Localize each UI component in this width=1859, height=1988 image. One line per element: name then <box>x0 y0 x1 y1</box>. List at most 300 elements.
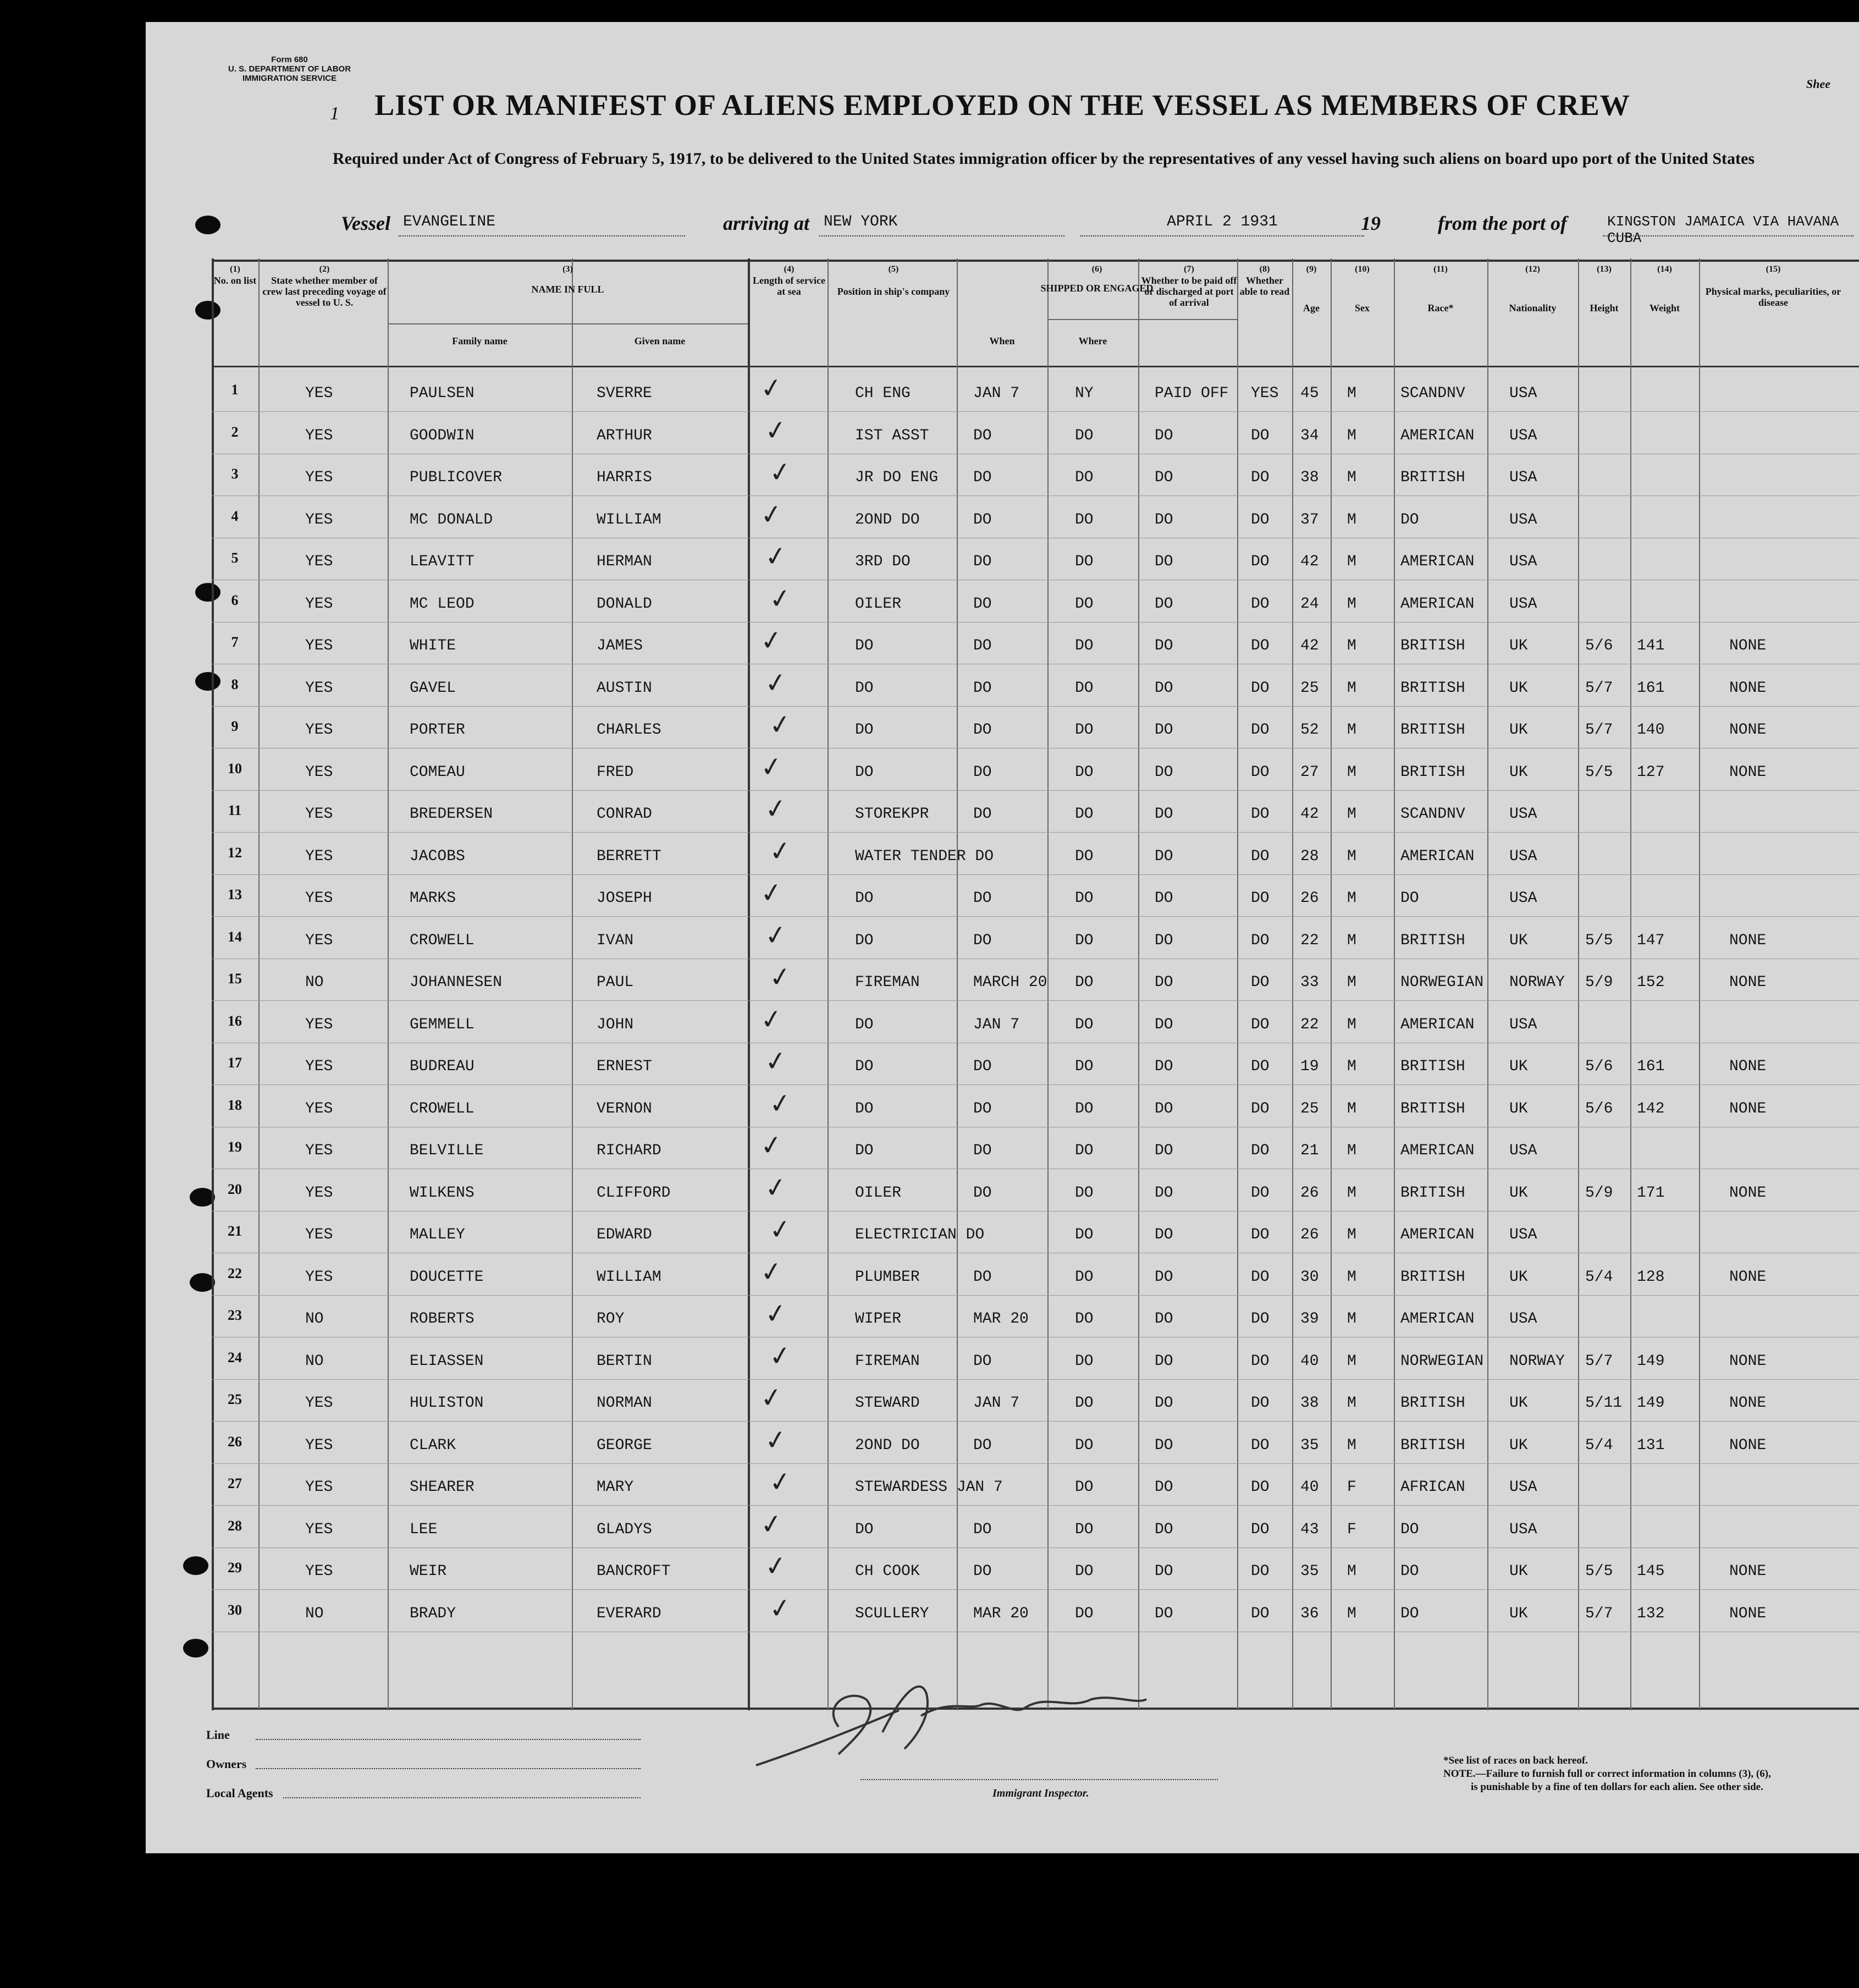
race-cell: DO <box>1400 1521 1419 1538</box>
family-name-cell: MARKS <box>410 890 456 907</box>
paid-off-cell: DO <box>1155 1563 1173 1580</box>
able-to-read-cell: DO <box>1251 1142 1270 1159</box>
nationality-cell: NORWAY <box>1509 1352 1565 1370</box>
owners-field <box>256 1768 641 1769</box>
given-name-cell: NORMAN <box>597 1395 652 1412</box>
paid-off-cell: DO <box>1155 847 1173 865</box>
family-name-cell: WEIR <box>410 1563 447 1580</box>
family-name-cell: WILKENS <box>410 1184 475 1202</box>
row-number: 29 <box>228 1560 242 1576</box>
shipped-when-cell: DO <box>973 679 992 697</box>
position-cell: OILER <box>855 1184 902 1202</box>
position-cell: DO <box>855 1521 874 1538</box>
height-cell: 5/11 <box>1585 1395 1623 1412</box>
given-name-cell: FRED <box>597 763 634 781</box>
race-cell: BRITISH <box>1400 637 1465 654</box>
given-name-cell: ROY <box>597 1310 625 1328</box>
previous-voyage-cell: YES <box>305 890 333 907</box>
paid-off-cell: DO <box>1155 1142 1173 1159</box>
binder-hole <box>183 1639 208 1657</box>
given-name-cell: IVAN <box>597 932 634 949</box>
shipped-where-cell: DO <box>1075 1226 1094 1243</box>
position-cell: FIREMAN <box>855 1352 920 1370</box>
paid-off-cell: DO <box>1155 1226 1173 1243</box>
able-to-read-cell: DO <box>1251 974 1270 991</box>
nationality-cell: UK <box>1509 1563 1528 1580</box>
nationality-cell: USA <box>1509 553 1537 570</box>
sex-cell: M <box>1347 1436 1356 1454</box>
paid-off-cell: DO <box>1155 1521 1173 1538</box>
previous-voyage-cell: YES <box>305 511 333 528</box>
sex-cell: M <box>1347 1142 1356 1159</box>
family-name-cell: PORTER <box>410 722 465 739</box>
sex-cell: M <box>1347 1395 1356 1412</box>
previous-voyage-cell: YES <box>305 1100 333 1117</box>
checkmark-icon: ✓ <box>763 1297 789 1331</box>
family-name-cell: HULISTON <box>410 1395 484 1412</box>
given-name-cell: RICHARD <box>597 1142 661 1159</box>
checkmark-icon: ✓ <box>758 497 785 532</box>
table-header-border <box>212 366 1859 367</box>
checkmark-icon: ✓ <box>763 1170 789 1205</box>
header-col-15: (15) Physical marks, peculiarities, or disease <box>1705 265 1841 308</box>
race-cell: BRITISH <box>1400 1395 1465 1412</box>
family-name-cell: GOODWIN <box>410 427 475 444</box>
shipped-where-cell: DO <box>1075 974 1094 991</box>
position-cell: DO <box>855 890 874 907</box>
height-cell: 5/9 <box>1585 1184 1613 1202</box>
checkmark-icon: ✓ <box>767 708 793 742</box>
sex-cell: M <box>1347 595 1356 613</box>
position-cell: DO <box>855 1142 874 1159</box>
able-to-read-cell: DO <box>1251 1310 1270 1328</box>
previous-voyage-cell: YES <box>305 1058 333 1075</box>
family-name-cell: LEE <box>410 1521 438 1538</box>
position-cell: DO <box>855 1016 874 1033</box>
able-to-read-cell: DO <box>1251 722 1270 739</box>
physical-marks-cell: NONE <box>1729 1100 1767 1117</box>
weight-cell: 152 <box>1637 974 1665 991</box>
physical-marks-cell: NONE <box>1729 1352 1767 1370</box>
previous-voyage-cell: YES <box>305 1184 333 1202</box>
previous-voyage-cell: NO <box>305 1352 324 1370</box>
row-number: 16 <box>228 1012 242 1029</box>
given-name-cell: WILLIAM <box>597 1268 661 1286</box>
shipped-where-cell: DO <box>1075 637 1094 654</box>
position-cell: WATER TENDER DO <box>855 847 994 865</box>
shipped-when-cell: DO <box>973 511 992 528</box>
row-number: 20 <box>228 1181 242 1197</box>
weight-cell: 141 <box>1637 637 1665 654</box>
race-cell: BRITISH <box>1400 722 1465 739</box>
shipped-when-cell: DO <box>973 1563 992 1580</box>
race-cell: BRITISH <box>1400 763 1465 781</box>
given-name-cell: VERNON <box>597 1100 652 1117</box>
checkmark-icon: ✓ <box>758 1128 785 1163</box>
shipped-where-cell: DO <box>1075 1142 1094 1159</box>
able-to-read-cell: DO <box>1251 679 1270 697</box>
age-cell: 22 <box>1300 1016 1319 1033</box>
age-cell: 42 <box>1300 806 1319 823</box>
checkmark-icon: ✓ <box>763 1549 789 1583</box>
age-cell: 37 <box>1300 511 1319 528</box>
given-name-cell: BERTIN <box>597 1352 652 1370</box>
position-cell: PLUMBER <box>855 1268 920 1286</box>
vessel-label: Vessel <box>341 212 390 234</box>
height-cell: 5/7 <box>1585 679 1613 697</box>
weight-cell: 127 <box>1637 763 1665 781</box>
age-cell: 33 <box>1300 974 1319 991</box>
able-to-read-cell: DO <box>1251 1100 1270 1117</box>
physical-marks-cell: NONE <box>1729 1268 1767 1286</box>
header-col-10: (10) Sex <box>1355 265 1370 313</box>
shipped-when-cell: DO <box>973 1142 992 1159</box>
able-to-read-cell: DO <box>1251 1268 1270 1286</box>
age-cell: 34 <box>1300 427 1319 444</box>
previous-voyage-cell: YES <box>305 847 333 865</box>
age-cell: 38 <box>1300 469 1319 486</box>
previous-voyage-cell: YES <box>305 1436 333 1454</box>
checkmark-icon: ✓ <box>767 1086 793 1121</box>
age-cell: 38 <box>1300 1395 1319 1412</box>
position-cell: STEWARD <box>855 1395 920 1412</box>
paid-off-cell: DO <box>1155 1058 1173 1075</box>
row-number: 28 <box>228 1517 242 1534</box>
paid-off-cell: DO <box>1155 1268 1173 1286</box>
height-cell: 5/5 <box>1585 932 1613 949</box>
row-number: 19 <box>228 1139 242 1155</box>
column-divider <box>1138 319 1139 1708</box>
race-cell: DO <box>1400 1605 1419 1622</box>
header-col-13: (13) Height <box>1590 265 1619 313</box>
paid-off-cell: DO <box>1155 1100 1173 1117</box>
column-divider <box>1699 258 1700 1710</box>
weight-cell: 161 <box>1637 1058 1665 1075</box>
position-cell: JR DO ENG <box>855 469 939 486</box>
sex-cell: M <box>1347 469 1356 486</box>
row-number: 14 <box>228 928 242 945</box>
from-port-label: from the port of <box>1438 212 1568 234</box>
row-rule <box>212 1295 1859 1296</box>
checkmark-icon: ✓ <box>767 960 793 994</box>
shipped-when-cell: DO <box>973 1268 992 1286</box>
family-name-cell: MALLEY <box>410 1226 465 1243</box>
age-cell: 35 <box>1300 1436 1319 1454</box>
shipped-where-cell: DO <box>1075 1268 1094 1286</box>
shipped-where-cell: DO <box>1075 932 1094 949</box>
paid-off-cell: DO <box>1155 763 1173 781</box>
row-number: 1 <box>231 382 239 398</box>
paid-off-cell: DO <box>1155 637 1173 654</box>
checkmark-icon: ✓ <box>763 539 789 574</box>
able-to-read-cell: DO <box>1251 1605 1270 1622</box>
physical-marks-cell: NONE <box>1729 1058 1767 1075</box>
sex-cell: M <box>1347 1352 1356 1370</box>
given-name-cell: GEORGE <box>597 1436 652 1454</box>
checkmark-icon: ✓ <box>758 1254 785 1289</box>
shipped-when-cell: DO <box>973 1184 992 1202</box>
sheet-label: Shee <box>1806 77 1830 91</box>
arriving-label: arriving at <box>723 212 810 234</box>
family-name-cell: MC DONALD <box>410 511 493 528</box>
paid-off-cell: DO <box>1155 890 1173 907</box>
header-col-8: (8) Whether able to read <box>1239 265 1290 297</box>
family-name-cell: SHEARER <box>410 1479 475 1496</box>
sex-cell: M <box>1347 511 1356 528</box>
age-cell: 39 <box>1300 1310 1319 1328</box>
previous-voyage-cell: YES <box>305 469 333 486</box>
row-number: 23 <box>228 1307 242 1323</box>
able-to-read-cell: DO <box>1251 595 1270 613</box>
column-divider <box>212 258 214 1710</box>
paid-off-cell: DO <box>1155 1184 1173 1202</box>
checkmark-icon: ✓ <box>767 1213 793 1247</box>
nationality-cell: UK <box>1509 637 1528 654</box>
shipped-where-cell: DO <box>1075 553 1094 570</box>
sex-cell: M <box>1347 806 1356 823</box>
given-name-cell: JAMES <box>597 637 643 654</box>
shipped-where-cell: DO <box>1075 1016 1094 1033</box>
row-number: 3 <box>231 466 239 482</box>
inspector-label: Immigrant Inspector. <box>992 1787 1089 1799</box>
position-cell: ELECTRICIAN DO <box>855 1226 985 1243</box>
row-rule <box>212 1379 1859 1380</box>
physical-marks-cell: NONE <box>1729 932 1767 949</box>
race-cell: NORWEGIAN <box>1400 1352 1484 1370</box>
checkmark-icon: ✓ <box>763 918 789 952</box>
checkmark-icon: ✓ <box>763 1044 789 1078</box>
shipped-where-cell: DO <box>1075 427 1094 444</box>
line-label: Line <box>206 1728 230 1742</box>
binder-hole <box>195 672 220 691</box>
nationality-cell: UK <box>1509 1184 1528 1202</box>
header-when: When <box>989 335 1015 346</box>
height-cell: 5/7 <box>1585 1605 1613 1622</box>
race-cell: AMERICAN <box>1400 847 1475 865</box>
race-cell: BRITISH <box>1400 1268 1465 1286</box>
column-divider <box>1331 258 1332 1710</box>
paid-off-cell: PAID OFF <box>1155 385 1229 402</box>
previous-voyage-cell: YES <box>305 1268 333 1286</box>
previous-voyage-cell: NO <box>305 974 324 991</box>
header-col-5: (5) Position in ship's company <box>837 265 950 297</box>
race-cell: BRITISH <box>1400 1436 1465 1454</box>
handwritten-mark: 1 <box>330 103 339 124</box>
race-cell: BRITISH <box>1400 1058 1465 1075</box>
race-cell: SCANDNV <box>1400 385 1465 402</box>
given-name-cell: EVERARD <box>597 1605 661 1622</box>
sex-cell: M <box>1347 1563 1356 1580</box>
age-cell: 40 <box>1300 1352 1319 1370</box>
shipped-where-cell: DO <box>1075 890 1094 907</box>
checkmark-icon: ✓ <box>758 1002 785 1037</box>
family-name-cell: PAULSEN <box>410 385 475 402</box>
shipped-when-cell: DO <box>973 1100 992 1117</box>
position-cell: CH COOK <box>855 1563 920 1580</box>
checkmark-icon: ✓ <box>763 665 789 700</box>
row-rule <box>212 622 1859 623</box>
family-name-cell: JACOBS <box>410 847 465 865</box>
race-cell: BRITISH <box>1400 469 1465 486</box>
sex-cell: M <box>1347 637 1356 654</box>
physical-marks-cell: NONE <box>1729 637 1767 654</box>
able-to-read-cell: DO <box>1251 511 1270 528</box>
previous-voyage-cell: YES <box>305 637 333 654</box>
nationality-cell: USA <box>1509 1310 1537 1328</box>
row-rule <box>212 706 1859 707</box>
nationality-cell: UK <box>1509 679 1528 697</box>
checkmark-icon: ✓ <box>763 413 789 448</box>
family-name-cell: DOUCETTE <box>410 1268 484 1286</box>
owners-label: Owners <box>206 1757 247 1771</box>
row-number: 5 <box>231 550 239 566</box>
sex-cell: M <box>1347 1268 1356 1286</box>
able-to-read-cell: DO <box>1251 1352 1270 1370</box>
age-cell: 26 <box>1300 1184 1319 1202</box>
height-cell: 5/7 <box>1585 1352 1613 1370</box>
shipped-when-cell: MAR 20 <box>973 1310 1029 1328</box>
shipped-where-cell: DO <box>1075 722 1094 739</box>
column-divider <box>1487 258 1488 1710</box>
sex-cell: F <box>1347 1479 1356 1496</box>
header-family-name: Family name <box>452 335 507 346</box>
nationality-cell: UK <box>1509 1058 1528 1075</box>
age-cell: 36 <box>1300 1605 1319 1622</box>
row-number: 15 <box>228 971 242 987</box>
shipped-when-cell: DO <box>973 1436 992 1454</box>
header-col-2: (2) State whether member of crew last preceding voyage of vessel to U. S. <box>262 265 387 308</box>
nationality-cell: USA <box>1509 1521 1537 1538</box>
header-col-7: (7) Whether to be paid off or discharged at port of arrival <box>1141 265 1237 308</box>
shipped-when-cell: DO <box>973 553 992 570</box>
arriving-port-field: NEW YORK <box>819 213 1064 236</box>
height-cell: 5/9 <box>1585 974 1613 991</box>
family-name-cell: MC LEOD <box>410 595 475 613</box>
row-rule <box>212 874 1859 875</box>
row-number: 22 <box>228 1265 242 1281</box>
given-name-cell: WILLIAM <box>597 511 661 528</box>
previous-voyage-cell: YES <box>305 595 333 613</box>
given-name-cell: PAUL <box>597 974 634 991</box>
given-name-cell: BERRETT <box>597 847 661 865</box>
position-cell: OILER <box>855 595 902 613</box>
sex-cell: M <box>1347 1016 1356 1033</box>
binder-hole <box>195 301 220 320</box>
height-cell: 5/5 <box>1585 763 1613 781</box>
sex-cell: M <box>1347 847 1356 865</box>
race-note: *See list of races on back hereof. <box>1443 1755 1588 1766</box>
checkmark-icon: ✓ <box>758 1381 785 1415</box>
sex-cell: M <box>1347 1605 1356 1622</box>
nationality-cell: USA <box>1509 511 1537 528</box>
nationality-cell: UK <box>1509 1605 1528 1622</box>
checkmark-icon: ✓ <box>767 1465 793 1499</box>
shipped-when-cell: DO <box>973 1058 992 1075</box>
able-to-read-cell: DO <box>1251 1395 1270 1412</box>
row-number: 2 <box>231 423 239 440</box>
nationality-cell: UK <box>1509 1436 1528 1454</box>
race-cell: NORWEGIAN <box>1400 974 1484 991</box>
race-cell: AMERICAN <box>1400 553 1475 570</box>
service-name: IMMIGRATION SERVICE <box>242 74 337 83</box>
position-cell: IST ASST <box>855 427 929 444</box>
line-field <box>256 1739 641 1740</box>
nationality-cell: USA <box>1509 806 1537 823</box>
shipped-where-cell: DO <box>1075 1436 1094 1454</box>
position-cell: CH ENG <box>855 385 911 402</box>
family-name-cell: ELIASSEN <box>410 1352 484 1370</box>
position-cell: DO <box>855 932 874 949</box>
able-to-read-cell: DO <box>1251 847 1270 865</box>
previous-voyage-cell: YES <box>305 679 333 697</box>
given-name-cell: JOHN <box>597 1016 634 1033</box>
position-cell: DO <box>855 1100 874 1117</box>
weight-cell: 132 <box>1637 1605 1665 1622</box>
checkmark-icon: ✓ <box>763 792 789 826</box>
position-cell: 3RD DO <box>855 553 911 570</box>
shipped-where-cell: DO <box>1075 763 1094 781</box>
shipped-when-cell: DO <box>973 890 992 907</box>
manifest-page <box>146 22 1859 1853</box>
shipped-where-cell: DO <box>1075 1100 1094 1117</box>
shipped-when-cell: DO <box>973 1521 992 1538</box>
position-cell: FIREMAN <box>855 974 920 991</box>
family-name-cell: CROWELL <box>410 932 475 949</box>
given-name-cell: DONALD <box>597 595 652 613</box>
paid-off-cell: DO <box>1155 553 1173 570</box>
given-name-cell: HERMAN <box>597 553 652 570</box>
row-rule <box>212 1000 1859 1001</box>
column-divider <box>1047 258 1049 1710</box>
shipped-when-cell: DO <box>973 427 992 444</box>
weight-cell: 149 <box>1637 1352 1665 1370</box>
header-col-1: (1) No. on list <box>213 265 257 286</box>
sex-cell: M <box>1347 890 1356 907</box>
column-divider <box>572 323 573 1708</box>
row-number: 18 <box>228 1097 242 1113</box>
family-name-cell: PUBLICOVER <box>410 469 503 486</box>
family-name-cell: CROWELL <box>410 1100 475 1117</box>
age-cell: 25 <box>1300 679 1319 697</box>
given-name-cell: SVERRE <box>597 385 652 402</box>
checkmark-icon: ✓ <box>767 455 793 489</box>
position-cell: STOREKPR <box>855 806 929 823</box>
checkmark-icon: ✓ <box>758 371 785 405</box>
paid-off-cell: DO <box>1155 974 1173 991</box>
given-name-cell: MARY <box>597 1479 634 1496</box>
header-col-9: (9) Age <box>1303 265 1320 313</box>
able-to-read-cell: DO <box>1251 932 1270 949</box>
nationality-cell: UK <box>1509 1268 1528 1286</box>
age-cell: 26 <box>1300 1226 1319 1243</box>
paid-off-cell: DO <box>1155 679 1173 697</box>
binder-hole <box>195 216 220 234</box>
physical-marks-cell: NONE <box>1729 722 1767 739</box>
physical-marks-cell: NONE <box>1729 1436 1767 1454</box>
shipped-where-cell: DO <box>1075 806 1094 823</box>
column-divider <box>828 258 829 1710</box>
position-cell: 2OND DO <box>855 1436 920 1454</box>
paid-off-cell: DO <box>1155 1016 1173 1033</box>
height-cell: 5/7 <box>1585 722 1613 739</box>
age-cell: 24 <box>1300 595 1319 613</box>
age-cell: 25 <box>1300 1100 1319 1117</box>
sex-cell: M <box>1347 1058 1356 1075</box>
age-cell: 43 <box>1300 1521 1319 1538</box>
sex-cell: M <box>1347 553 1356 570</box>
given-name-cell: AUSTIN <box>597 679 652 697</box>
position-cell: STEWARDESS JAN 7 <box>855 1479 1003 1496</box>
